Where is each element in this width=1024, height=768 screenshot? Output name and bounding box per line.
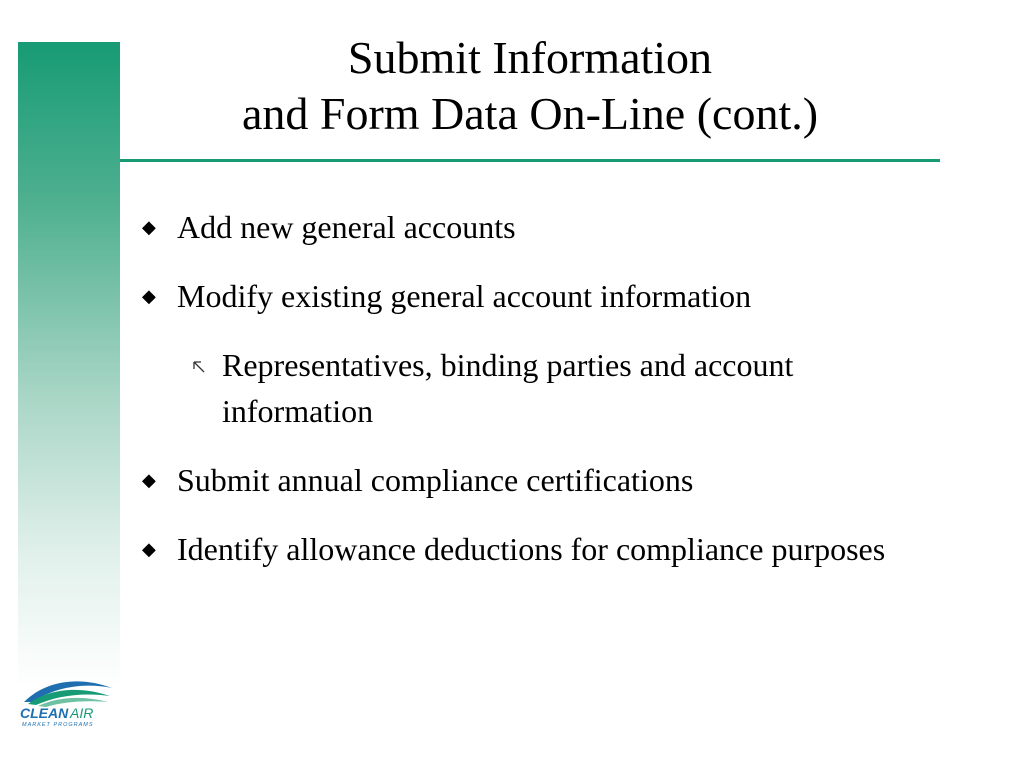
diamond-bullet-icon: ◆	[142, 470, 156, 490]
bullet-list	[140, 204, 940, 595]
bullet-item	[140, 526, 940, 572]
diamond-bullet-icon: ◆	[142, 286, 156, 306]
bullet-text: Modify existing general account information	[177, 278, 752, 314]
sub-bullet-item	[222, 342, 940, 434]
bullet-text: Identify allowance deductions for compliance purposes	[177, 531, 886, 567]
logo-word-clean: CLEAN	[20, 705, 69, 721]
clean-air-logo	[18, 674, 118, 728]
sidebar-gradient-bar	[18, 42, 120, 688]
sub-bullet-text: Representatives, binding parties and account information	[222, 347, 794, 429]
title-line-2: and Form Data On-Line (cont.)	[241, 88, 819, 139]
bullet-text: Submit annual compliance certifications	[177, 462, 694, 498]
arrow-up-left-icon	[192, 342, 206, 388]
bullet-item	[140, 204, 940, 250]
slide-title	[120, 30, 940, 142]
bullet-text: Add new general accounts	[177, 209, 516, 245]
bullet-item	[140, 457, 940, 503]
title-line-1: Submit Information	[347, 32, 713, 83]
logo-word-air: AIR	[70, 705, 94, 721]
logo-tagline: MARKET PROGRAMS	[22, 722, 94, 728]
diamond-bullet-icon: ◆	[142, 217, 156, 237]
bullet-item	[140, 273, 940, 319]
title-divider	[120, 159, 940, 162]
diamond-bullet-icon: ◆	[142, 539, 156, 559]
